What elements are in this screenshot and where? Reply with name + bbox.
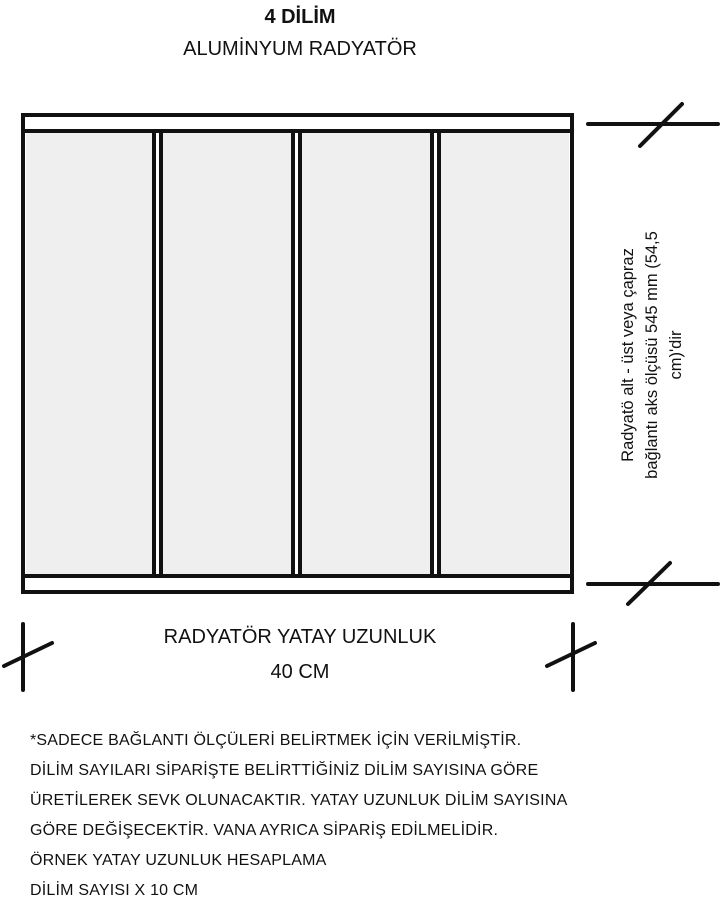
vertical-dimension-bottom-marker <box>588 563 718 604</box>
horizontal-dimension-left-marker <box>4 624 52 690</box>
radiator-top-rail <box>25 117 570 131</box>
horizontal-dimension-value: 40 CM <box>270 661 330 683</box>
radiator-section-1 <box>26 133 152 574</box>
horizontal-dimension-right-marker <box>547 624 595 690</box>
horizontal-dimension-label: RADYATÖR YATAY UZUNLUK <box>163 626 437 648</box>
vertical-label-line-2: bağlantı aks ölçüsü 545 mm (54,5 <box>643 231 661 479</box>
notes-block <box>30 726 710 906</box>
vertical-label-line-1: Radyatö alt - üst veya çapraz <box>619 248 637 462</box>
note-line-1: *SADECE BAĞLANTI ÖLÇÜLERİ BELİRTMEK İÇİN VERİLMİŞTİR. <box>30 732 522 749</box>
vertical-label-line-3: cm)'dir <box>667 330 685 380</box>
note-line-2: DİLİM SAYILARI SİPARİŞTE BELİRTTİĞİNİZ DİLİM SAYISINA GÖRE <box>30 762 539 779</box>
radiator-section-4 <box>441 133 569 574</box>
note-line-3: ÜRETİLEREK SEVK OLUNACAKTIR. YATAY UZUNLUK DİLİM SAYISINA <box>30 792 568 809</box>
note-line-6: DİLİM SAYISI X 10 CM <box>30 882 199 899</box>
radiator-section-3 <box>302 133 430 574</box>
vertical-dimension-label <box>616 185 688 525</box>
note-line-5: ÖRNEK YATAY UZUNLUK HESAPLAMA <box>30 852 327 869</box>
vertical-dimension-top-marker <box>588 104 718 146</box>
note-line-4: GÖRE DEĞİŞECEKTİR. VANA AYRICA SİPARİŞ EDİLMELİDİR. <box>30 822 499 839</box>
subtitle: ALUMİNYUM RADYATÖR <box>183 38 417 60</box>
radiator-section-2 <box>163 133 291 574</box>
title: 4 DİLİM <box>264 6 336 28</box>
